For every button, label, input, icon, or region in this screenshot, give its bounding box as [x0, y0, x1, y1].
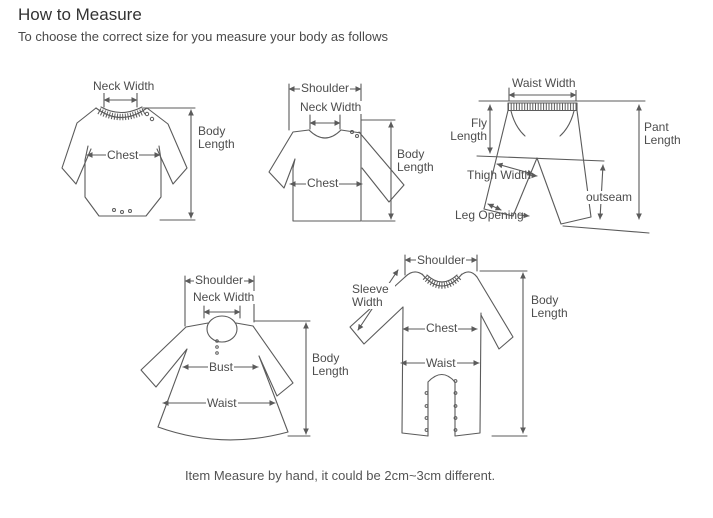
pants-leg-opening-label: Leg Opening: [455, 208, 524, 222]
romper-shoulder-label: Shoulder: [417, 253, 466, 267]
page-title: How to Measure: [18, 5, 142, 24]
dress-shoulder-label: Shoulder: [195, 273, 244, 287]
dress-body-length-label: Body Length: [311, 352, 357, 378]
tshirt-chest-label: Chest: [307, 176, 339, 190]
tshirt-shoulder-label: Shoulder: [301, 81, 350, 95]
dress-bust-label: Bust: [209, 360, 234, 374]
bodysuit-body-length-label: Body Length: [197, 125, 243, 151]
pants-pant-length-label: Pant Length: [643, 121, 691, 147]
romper-waist-label: Waist: [426, 356, 456, 370]
pants-outseam-label: outseam: [586, 190, 633, 204]
romper-chest-label: Chest: [426, 321, 458, 335]
pants-thigh-width-label: Thigh Width: [467, 168, 532, 182]
pants-waist-width-label: Waist Width: [512, 76, 576, 90]
dress-waist-label: Waist: [207, 396, 237, 410]
tshirt-body-length-label: Body Length: [396, 148, 442, 174]
romper-body-length-label: Body Length: [530, 294, 580, 320]
pants-fly-length-label: Fly Length: [444, 117, 488, 143]
dress-neck-width-label: Neck Width: [193, 290, 255, 304]
bodysuit-chest-label: Chest: [107, 148, 139, 162]
tshirt-neck-width-label: Neck Width: [300, 100, 362, 114]
bodysuit-neck-width-label: Neck Width: [93, 79, 155, 93]
romper-sleeve-width-label: Sleeve Width: [351, 283, 395, 309]
page-subtitle: To choose the correct size for you measure your body as follows: [18, 29, 388, 44]
measurement-disclaimer: Item Measure by hand, it could be 2cm~3cm different.: [184, 468, 496, 483]
